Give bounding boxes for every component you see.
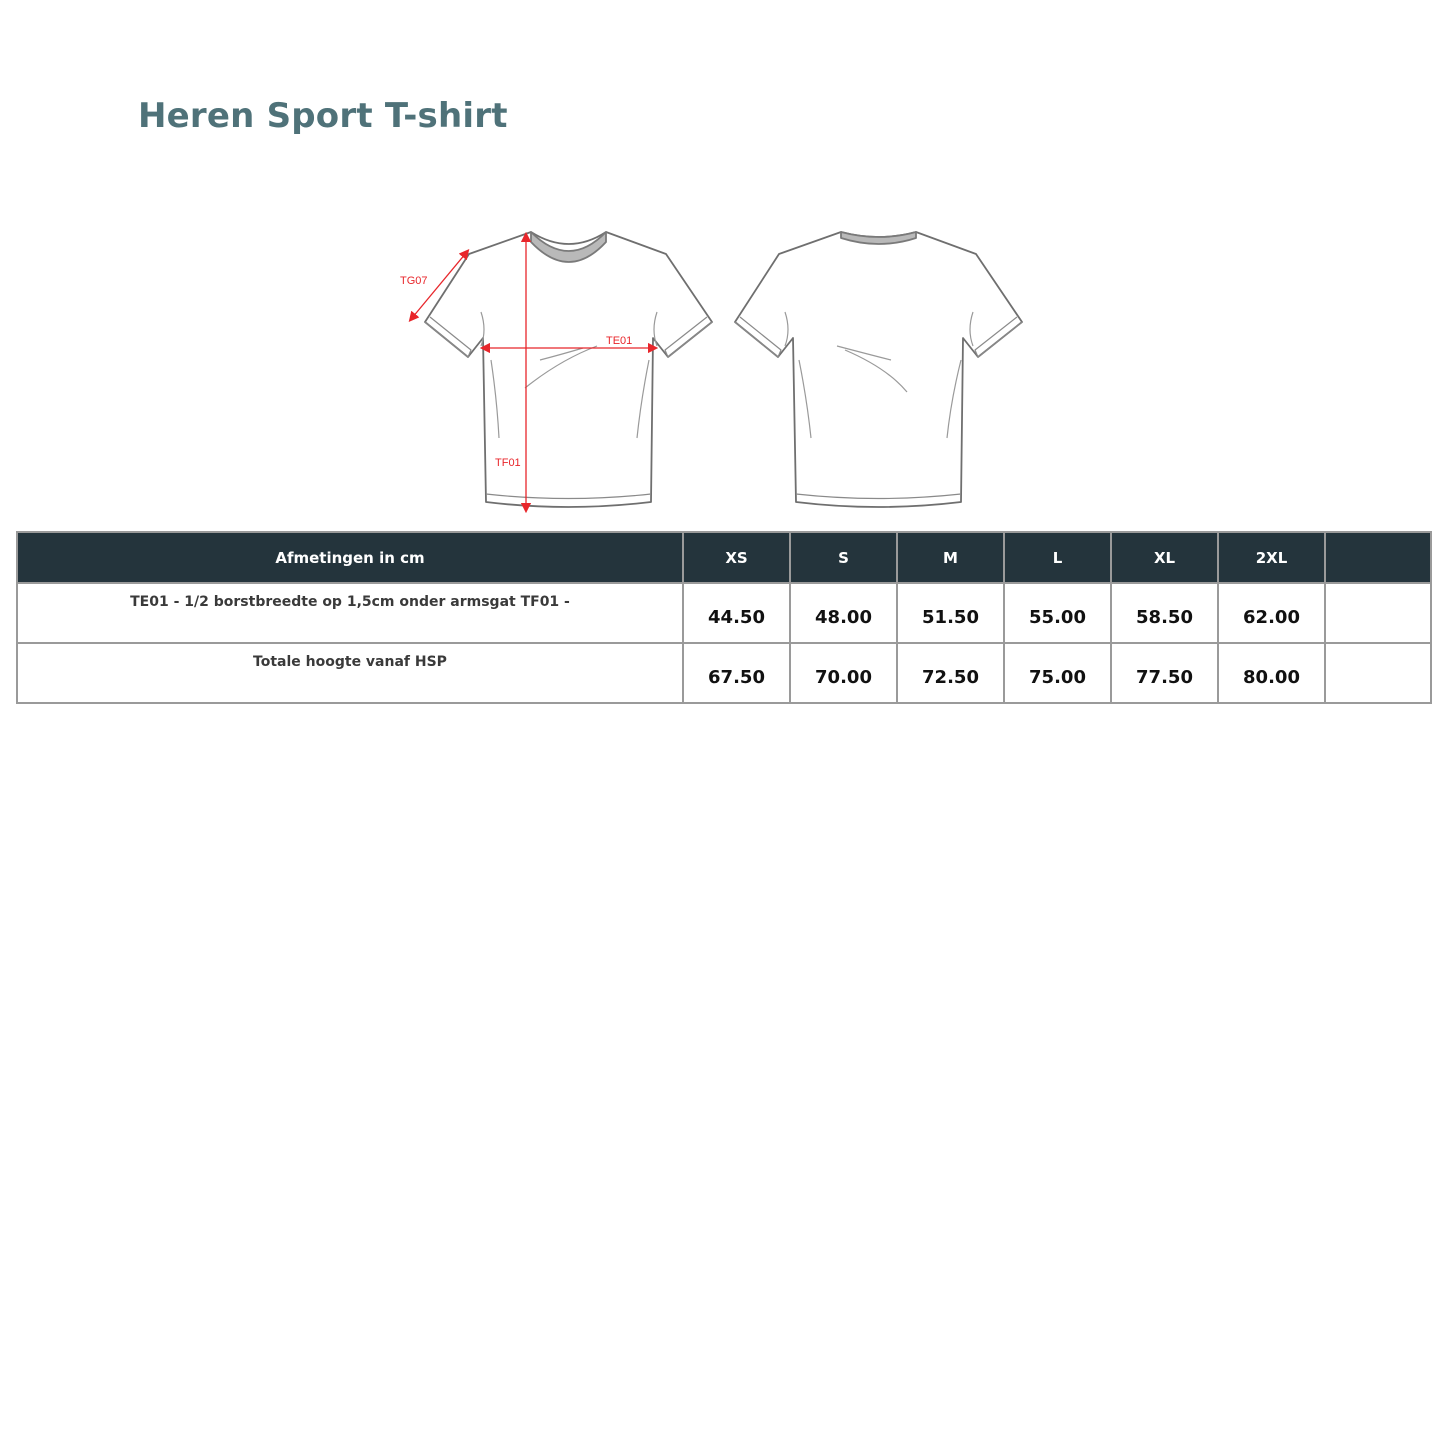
table-cell: 51.50 bbox=[897, 583, 1004, 643]
row-label: TE01 - 1/2 borstbreedte op 1,5cm onder armsgat TF01 - bbox=[17, 583, 683, 643]
tg07-label: TG07 bbox=[400, 275, 428, 287]
tshirt-front-icon bbox=[425, 232, 712, 507]
tf01-label: TF01 bbox=[495, 457, 521, 469]
size-chart-table bbox=[16, 531, 1432, 704]
page-title: Heren Sport T-shirt bbox=[138, 96, 508, 136]
header-size-l: L bbox=[1004, 532, 1111, 583]
table-cell: 75.00 bbox=[1004, 643, 1111, 703]
table-cell bbox=[1325, 643, 1431, 703]
header-size-m: M bbox=[897, 532, 1004, 583]
table-cell: 44.50 bbox=[683, 583, 790, 643]
table-cell: 48.00 bbox=[790, 583, 897, 643]
table-cell: 67.50 bbox=[683, 643, 790, 703]
table-cell: 55.00 bbox=[1004, 583, 1111, 643]
table-cell: 77.50 bbox=[1111, 643, 1218, 703]
table-cell: 72.50 bbox=[897, 643, 1004, 703]
header-label-cell: Afmetingen in cm bbox=[17, 532, 683, 583]
table-row bbox=[17, 643, 1431, 703]
header-size-s: S bbox=[790, 532, 897, 583]
table-cell: 70.00 bbox=[790, 643, 897, 703]
te01-label: TE01 bbox=[606, 335, 633, 347]
header-size-xs: XS bbox=[683, 532, 790, 583]
tshirt-measurement-diagram bbox=[395, 220, 1035, 520]
row-label: Totale hoogte vanaf HSP bbox=[17, 643, 683, 703]
table-cell: 62.00 bbox=[1218, 583, 1325, 643]
header-size-2xl: 2XL bbox=[1218, 532, 1325, 583]
table-cell bbox=[1325, 583, 1431, 643]
table-cell: 80.00 bbox=[1218, 643, 1325, 703]
tshirt-back-icon bbox=[735, 232, 1022, 507]
table-cell: 58.50 bbox=[1111, 583, 1218, 643]
header-size-empty bbox=[1325, 532, 1431, 583]
table-header-row bbox=[17, 532, 1431, 583]
table-row bbox=[17, 583, 1431, 643]
header-size-xl: XL bbox=[1111, 532, 1218, 583]
